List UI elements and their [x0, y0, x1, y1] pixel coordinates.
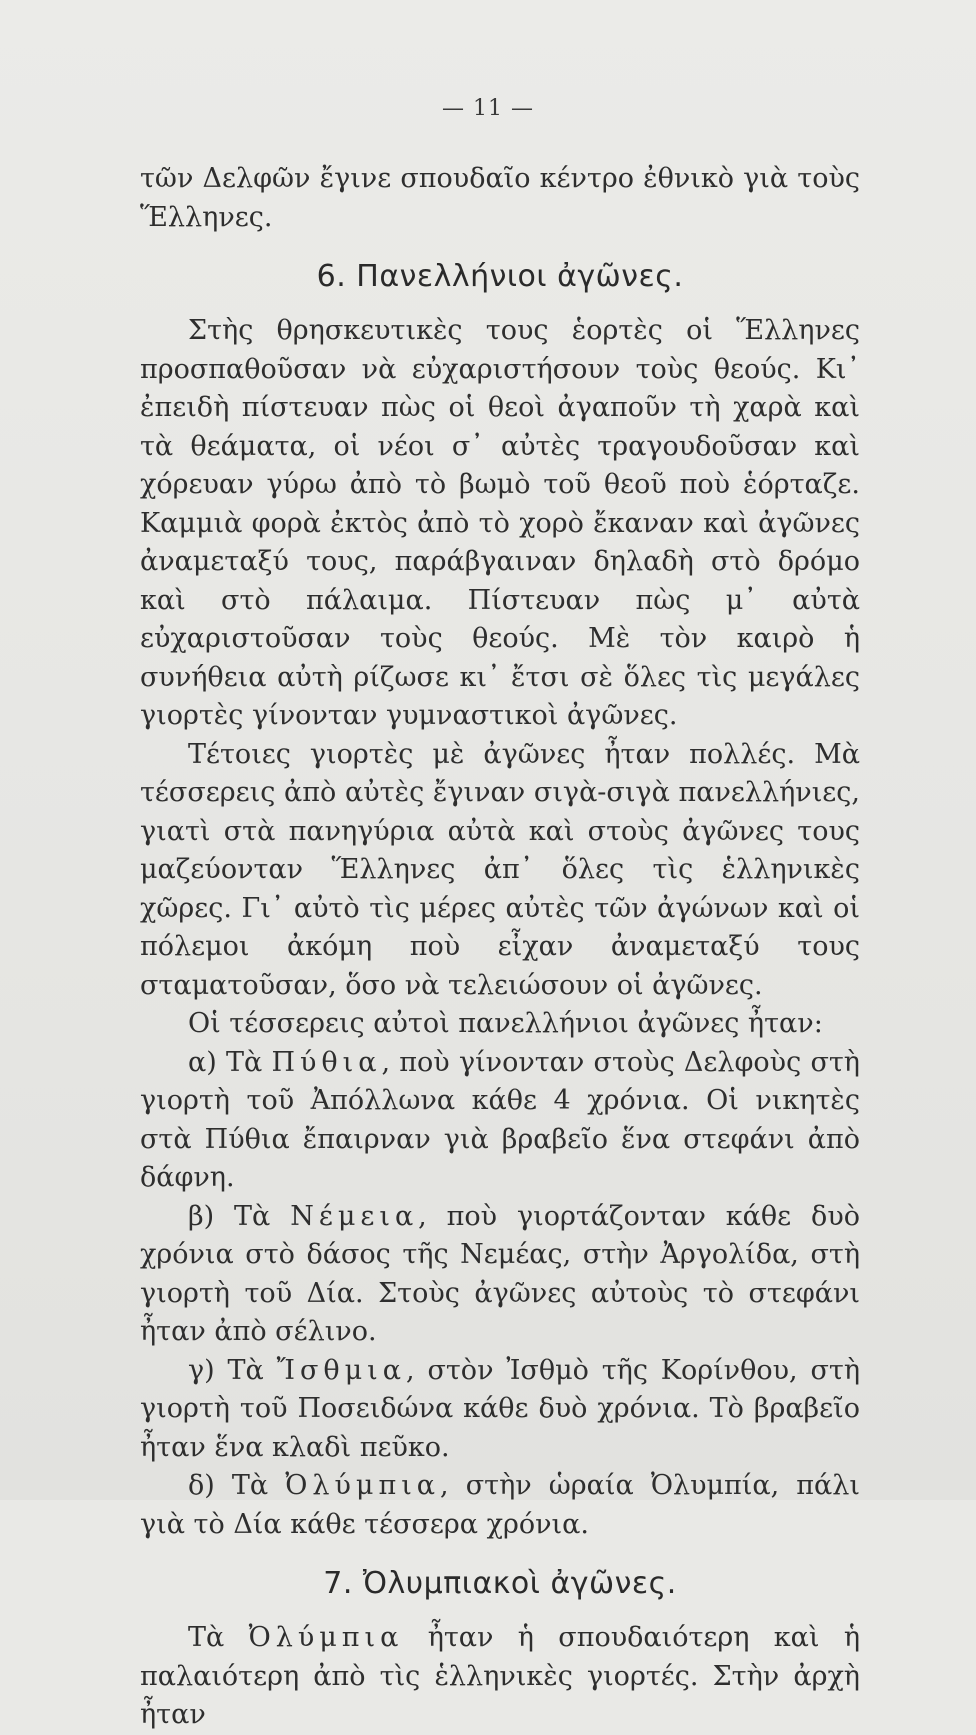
paragraph-continuation: τῶν Δελφῶν ἔγινε σπουδαῖο κέντρο ἐθνικὸ γιὰ τοὺς Ἕλληνες. [140, 163, 860, 233]
list-item-lead: α) Τὰ [188, 1046, 272, 1078]
section-heading-7: 7. Ὀλυμπιακοὶ ἀγῶνες. [323, 1566, 677, 1601]
list-item-isthmia [140, 1352, 860, 1468]
paragraph-olympic-games [140, 1619, 860, 1735]
games-name-pythia: Πύθια [271, 1046, 382, 1078]
games-name-nemea: Νέμεια [290, 1200, 419, 1232]
list-item-pythia [140, 1044, 860, 1198]
games-name-olympia-spaced: Ὀλύμπια [248, 1622, 404, 1653]
section-heading-6: 6. Πανελλήνιοι ἀγῶνες. [316, 259, 684, 294]
paragraph-list-intro: Οἱ τέσσερεις αὐτοὶ πανελλήνιοι ἀγῶνες ἦταν: [188, 1008, 823, 1039]
list-item-olympia [140, 1467, 860, 1544]
list-item-lead: δ) Τὰ [188, 1470, 286, 1501]
games-name-isthmia: Ἴσθμια [276, 1354, 407, 1386]
page-number: — 11 — [442, 96, 534, 121]
list-item-text: , ποὺ γιορτάζονταν κάθε δυὸ χρόνια στὸ δάσος τῆς Νεμέας, στὴν Ἀργολίδα, στὴ γιορτὴ τοῦ Δία. Στοὺς ἀγῶνες αὐτοὺς τὸ στεφάνι ἦταν ἀπὸ σέλινο. [140, 1200, 860, 1347]
list-item-text: , στὸν Ἰσθμὸ τῆς Κορίνθου, στὴ γιορτὴ τοῦ Ποσειδώνα κάθε δυὸ χρόνια. Τὸ βραβεῖο ἦταν ἕνα κλαδὶ πεῦκο. [140, 1354, 860, 1463]
paragraph-text: ἦταν ἡ σπουδαιότερη καὶ ἡ παλαιότερη ἀπὸ τὶς ἑλληνικὲς γιορτές. Στὴν ἀρχὴ ἦταν [140, 1622, 860, 1730]
page-body [140, 160, 860, 1735]
list-item-lead: β) Τὰ [188, 1200, 291, 1232]
list-item-nemea [140, 1198, 860, 1352]
list-item-text: , στὴν ὡραία Ὀλυμπία, πάλι γιὰ τὸ Δία κάθε τέσσερα χρόνια. [140, 1470, 860, 1540]
paragraph-panhellenic-games: Τέτοιες γιορτὲς μὲ ἀγῶνες ἦταν πολλές. Μὰ τέσσερεις ἀπὸ αὐτὲς ἔγιναν σιγὰ-σιγὰ πανελλήνιες, γιατὶ στὰ πανηγύρια αὐτὰ καὶ στοὺς ἀγῶνες τους μαζεύονταν Ἕλληνες ἀπ᾿ ὅλες τὶς ἑλληνικὲς χῶρες. Γι᾿ αὐτὸ τὶς μέρες αὐτὲς τῶν ἀγώνων καὶ οἱ πόλεμοι ἀκόμη ποὺ εἶχαν ἀναμεταξύ τους σταματοῦσαν, ὅσο νὰ τελειώσουν οἱ ἀγῶνες. [140, 738, 860, 1001]
list-item-text: , ποὺ γίνονταν στοὺς Δελφοὺς στὴ γιορτὴ τοῦ Ἀπόλλωνα κάθε 4 χρόνια. Οἱ νικητὲς στὰ Πύθια ἔπαιρναν γιὰ βραβεῖο ἕνα στεφάνι ἀπὸ δάφνη. [140, 1046, 860, 1193]
games-name-olympia: Ὀλύμπια [285, 1470, 441, 1501]
list-item-lead: γ) Τὰ [188, 1354, 277, 1386]
paragraph-lead: Τὰ [188, 1622, 249, 1653]
paragraph-religious-festivals: Στὴς θρησκευτικὲς τους ἑορτὲς οἱ Ἕλληνες προσπαθοῦσαν νὰ εὐχαριστήσουν τοὺς θεούς. Κι᾿ ἐπειδὴ πίστευαν πὼς οἱ θεοὶ ἀγαποῦν τὴ χαρὰ καὶ τὰ θεάματα, οἱ νέοι σ᾿ αὐτὲς τραγουδοῦσαν καὶ χόρευαν γύρω ἀπὸ τὸ βωμὸ τοῦ θεοῦ ποὺ ἑόρταζε. Καμμιὰ φορὰ ἐκτὸς ἀπὸ τὸ χορὸ ἔκαναν καὶ ἀγῶνες ἀναμεταξύ τους, παράβγαιναν δηλαδὴ στὸ δρόμο καὶ στὸ πάλαιμα. Πίστευαν πὼς μ᾿ αὐτὰ εὐχαριστοῦσαν τοὺς θεούς. Μὲ τὸν καιρὸ ἡ συνήθεια αὐτὴ ρίζωσε κι᾿ ἔτσι σὲ ὅλες τὶς μεγάλες γιορτὲς γίνονταν γυμναστικοὶ ἀγῶνες. [140, 315, 860, 731]
